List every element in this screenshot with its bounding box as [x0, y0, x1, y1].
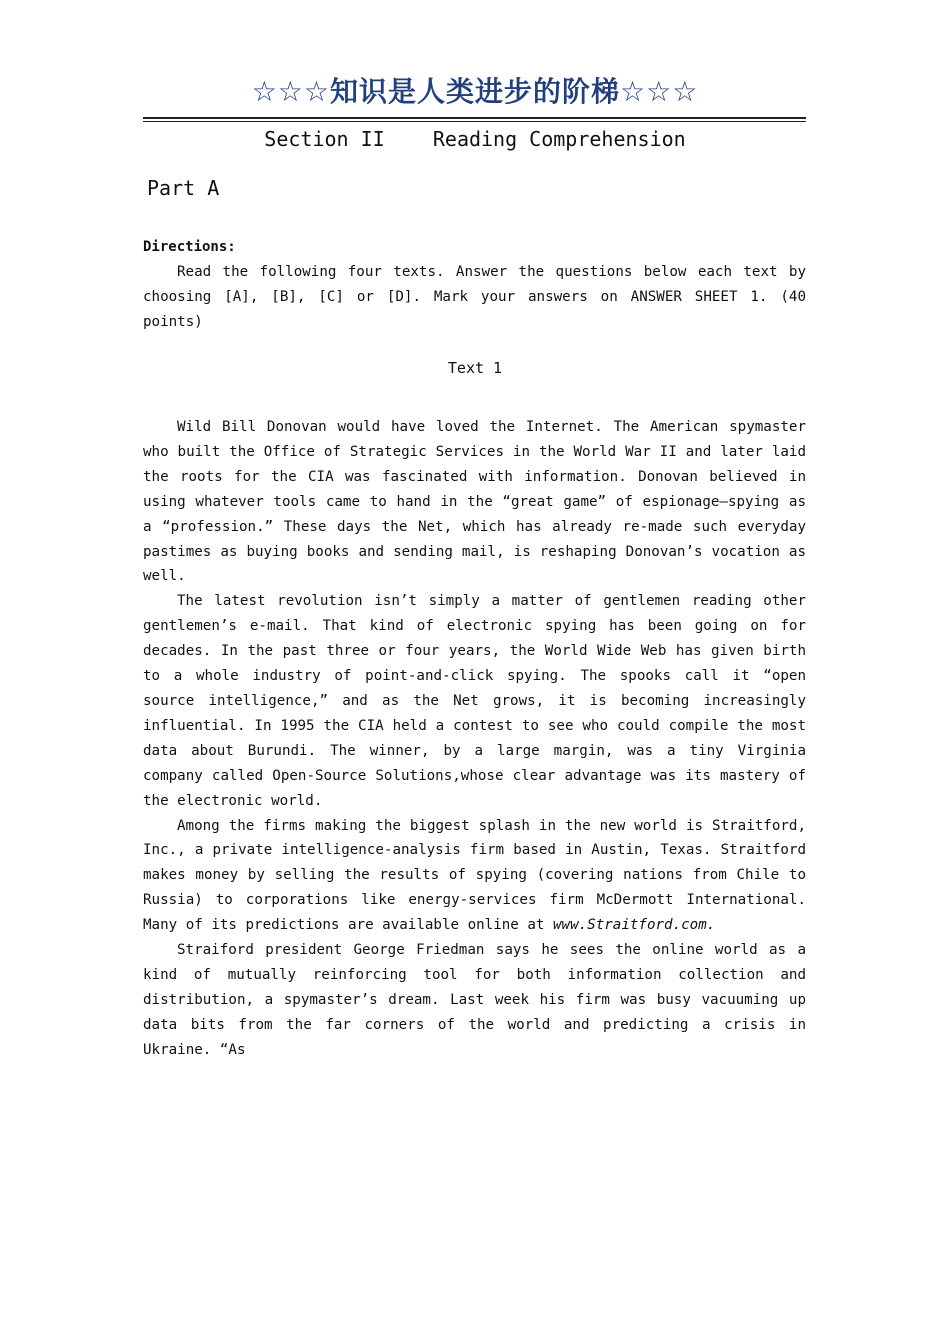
directions-text [143, 260, 806, 335]
part-title: Part A [147, 176, 220, 200]
passage-text-1 [143, 415, 806, 1063]
straitford-url-link[interactable]: www.Straitford.com. [553, 917, 716, 934]
section-title: Section II Reading Comprehension [264, 127, 686, 151]
text-heading: Text 1 [447, 359, 503, 377]
header-rule-thick [143, 117, 806, 119]
passage-paragraph-3 [143, 814, 806, 939]
directions-paragraph: Read the following four texts. Answer the questions below each text by choosing [A], [B], [C] or [D]. Mark your answers on ANSWER SHEET 1. (40 points) [143, 264, 806, 330]
passage-paragraph-4: Straiford president George Friedman says he sees the online world as a kind of mutually reinforcing tool for both information collection and distribution, a spymaster’s dream. Last week his firm was busy vacuuming up data bits from the far corners of the world and predicting a crisis in Ukraine. “As [143, 942, 806, 1058]
directions-label: Directions: [143, 239, 236, 255]
passage-paragraph-3-text: Among the firms making the biggest splash in the new world is Straitford, Inc., a private intelligence-analysis firm based in Austin, Texas. Straitford makes money by selling the results of spying (covering nations from Chile to Russia) to corporations like energy-services firm McDermott International. Many of its predictions are available online at [143, 817, 806, 934]
passage-paragraph-2: The latest revolution isn’t simply a matter of gentlemen reading other gentlemen’s e-mail. That kind of electronic spying has been going on for decades. In the past three or four years, the World Wide Web has given birth to a whole industry of point-and-click spying. The spooks call it “open source intelligence,” and as the Net grows, it is becoming increasingly influential. In 1995 the CIA held a contest to see who could compile the most data about Burundi. The winner, by a large margin, was a tiny Virginia company called Open-Source Solutions,whose clear advantage was its mastery of the electronic world. [143, 593, 806, 809]
passage-paragraph-1: Wild Bill Donovan would have loved the Internet. The American spymaster who built the Office of Strategic Services in the World War II and later laid the roots for the CIA was fascinated with information. Donovan believed in using whatever tools came to hand in the “great game” of espionage—spying as a “profession.” These days the Net, which has already re-made such everyday pastimes as buying books and sending mail, is reshaping Donovan’s vocation as well. [143, 419, 806, 585]
page-banner: ☆☆☆知识是人类进步的阶梯☆☆☆ [251, 75, 699, 108]
header-rule-thin [143, 121, 806, 122]
